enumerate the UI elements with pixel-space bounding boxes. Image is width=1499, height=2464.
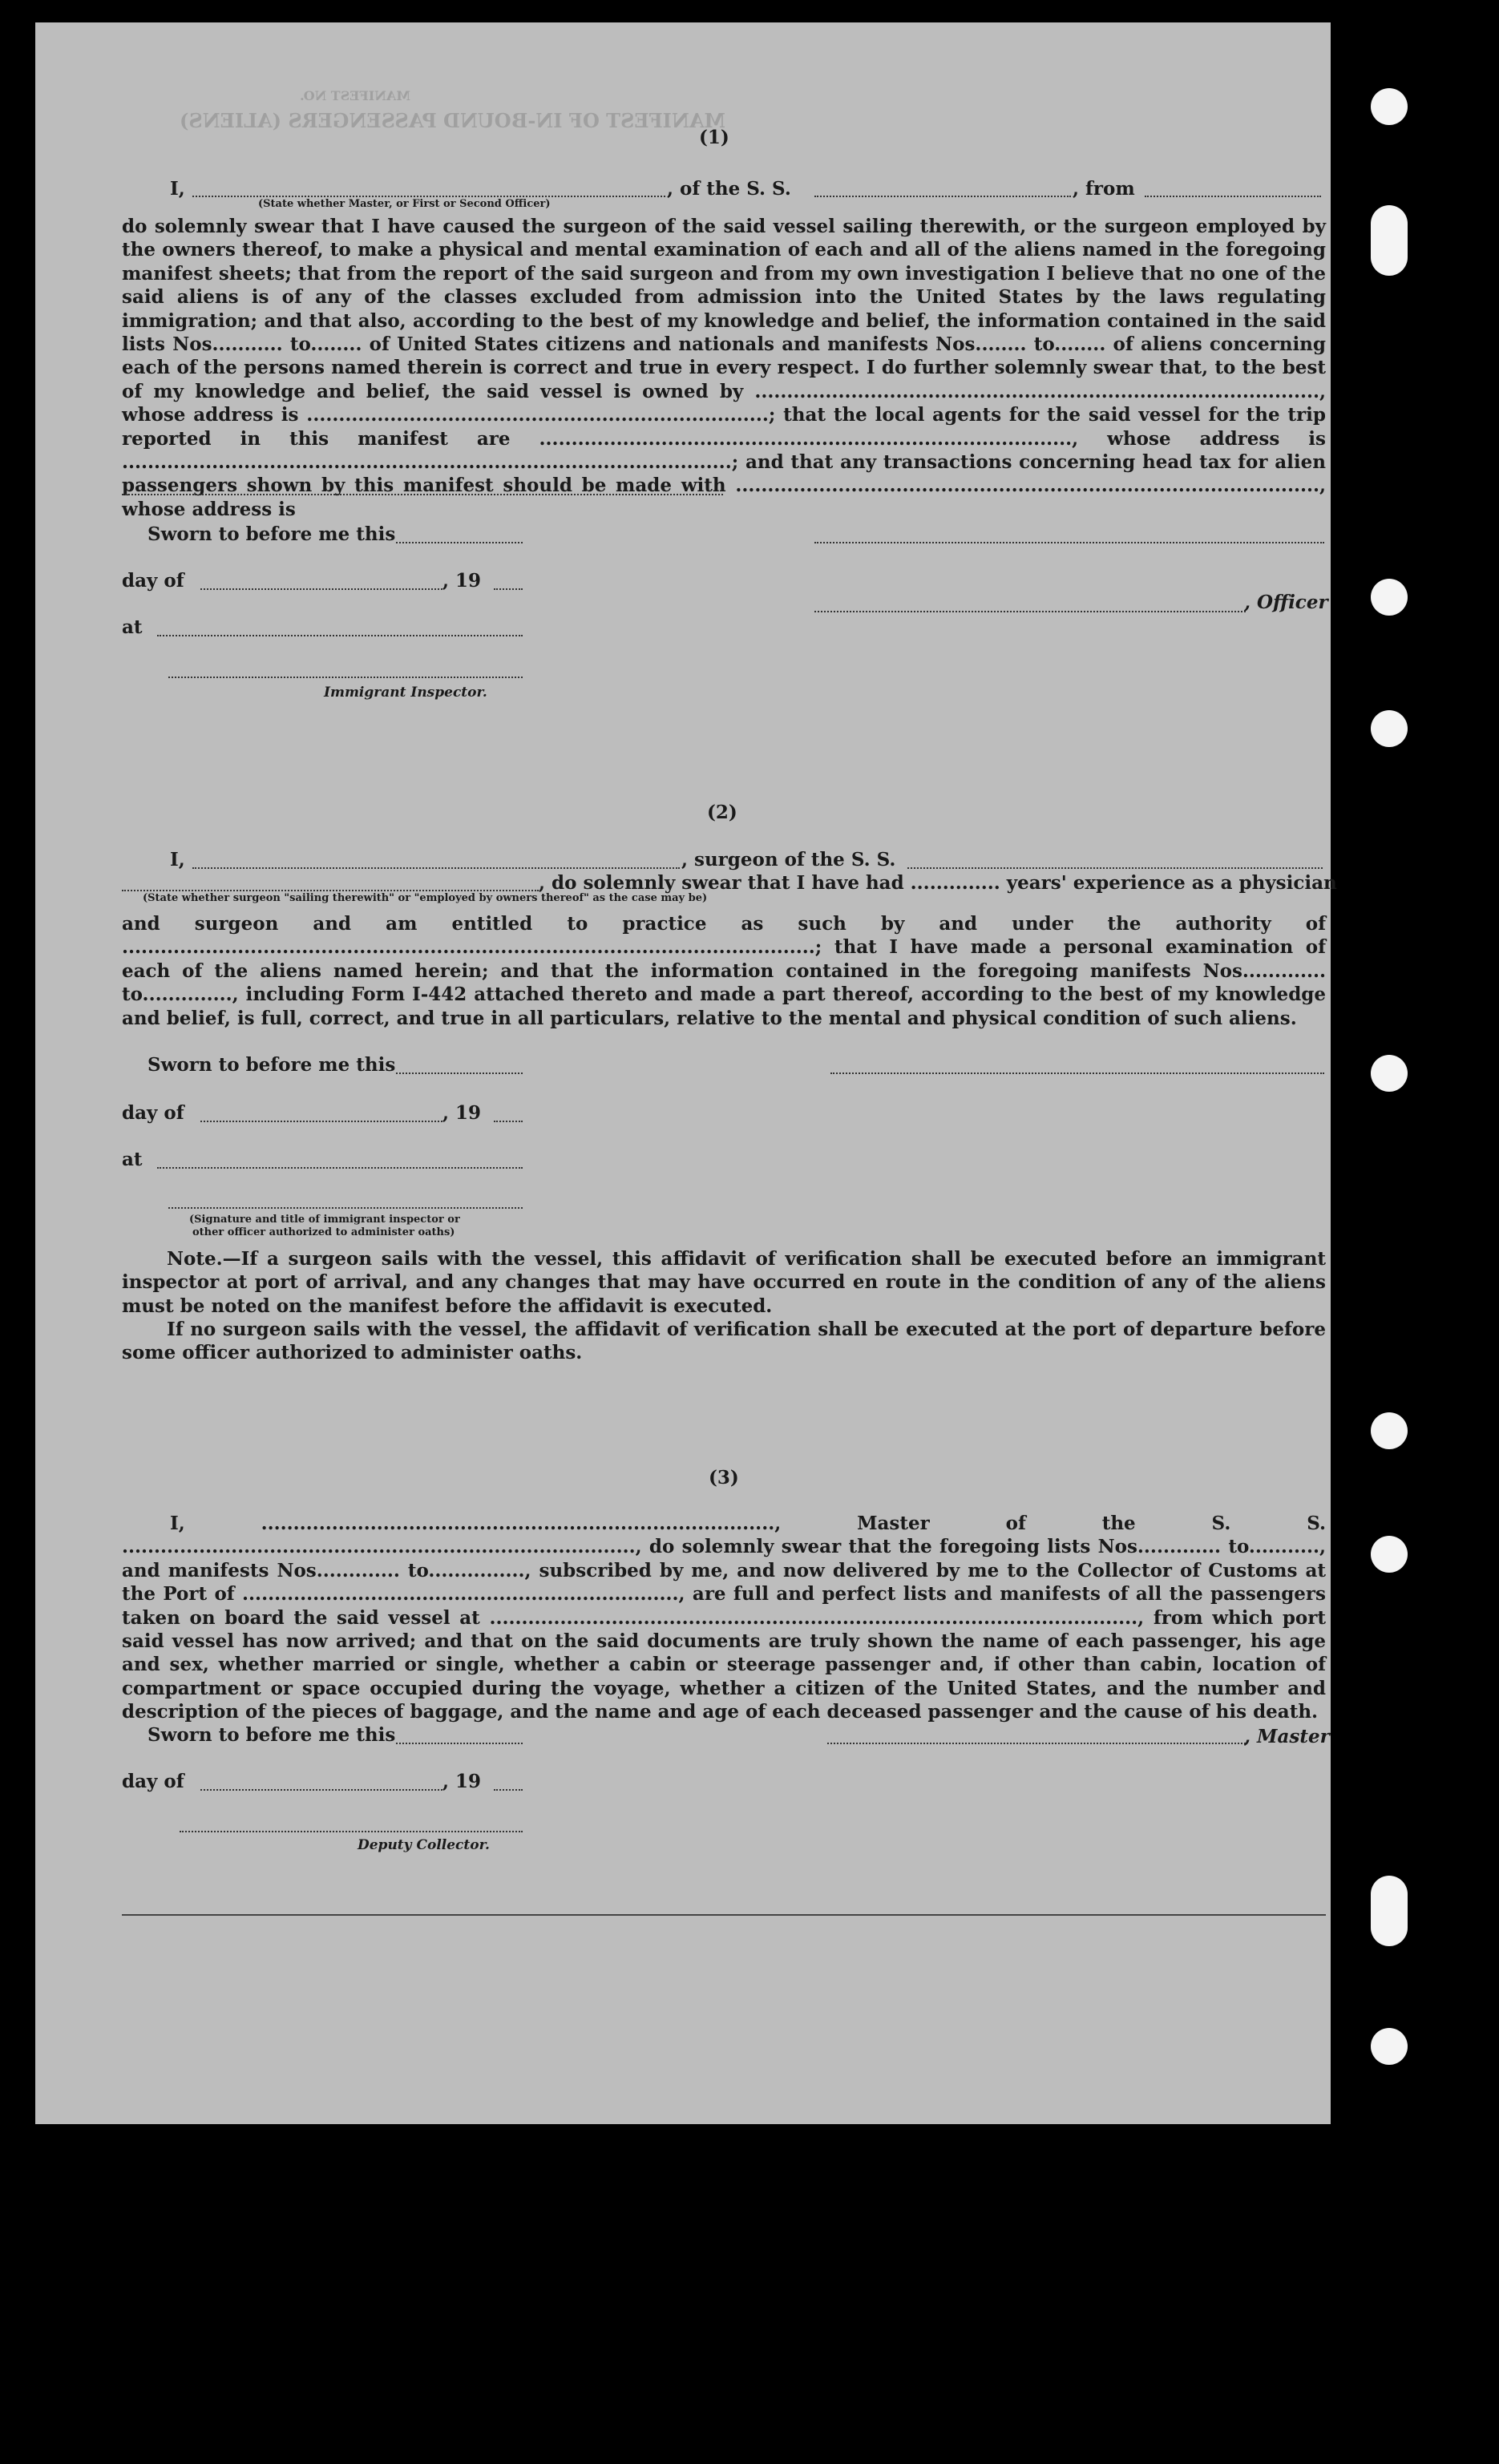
punch-hole: [1371, 2028, 1408, 2065]
oath-intro: I,: [170, 178, 185, 200]
vessel-label: , of the S. S.: [667, 178, 791, 200]
officer-signature-blank: [814, 542, 1324, 543]
sworn-label: Sworn to before me this: [147, 1054, 396, 1076]
address-blank: [122, 494, 723, 495]
sworn-date-blank: [396, 1743, 523, 1744]
oath-intro: I,: [170, 849, 185, 870]
vessel-blank: [814, 196, 1071, 197]
at-blank: [157, 1167, 523, 1169]
oath-body: and surgeon and am entitled to practice as such by and under the authority of ............................................................................................................; that I have made a personal examination of each of the aliens named herein; and that the information contained in the foregoing manifests Nos............. to.............., including Form I-442 attached thereto and made a part thereof, according to the best of my knowledge and belief, is full, correct, and true in all particulars, relative to the mental and physical condition of such aliens.: [122, 913, 1326, 1029]
name-blank: [192, 867, 680, 869]
inspector-label: Immigrant Inspector.: [324, 685, 487, 701]
day-blank: [200, 588, 442, 590]
inspector-signature-blank: [168, 1207, 523, 1209]
punch-hole: [1371, 205, 1408, 276]
oath-body: do solemnly swear that I have caused the surgeon of the said vessel sailing therewith, or the surgeon employed by the owners thereof, to make a physical and mental examination of each and all of the aliens named in the foregoing manifest sheets; that from the report of the said surgeon and from my own investigation I believe that no one of the said aliens is of any of the classes excluded from admission into the United States by the laws regulating immigration; and that also, according to the best of my knowledge and belief, the information contained in the said lists Nos........... to........ of United States citizens and nationals and manifests Nos........ to........ of aliens concerning each of the persons named therein is correct and true in every respect. I do further solemnly swear that, to the best of my knowledge and belief, the said vessel is owned by ........................................................................................, whose address is ........................................................................; that the local agents for the said vessel for the trip reported in this manifest are ..................................................................................., whose address is ...............................................................................................; and that any transactions concerning head tax for alien passengers shown by this manifest should be made with ..........................................................................................., whose address is: [122, 216, 1326, 520]
section-number: (3): [709, 1467, 739, 1488]
oath-body: I, ................................................................................, Master of the S. S. ................................................................................, do solemnly swear that the foregoing lists Nos............. to..........., and manifests Nos............. to..............., subscribed by me, and now delivered by me to the Collector of Customs at the Port of ...................................................................., are full and perfect lists and manifests of all the passengers taken on board the said vessel at ....................................................................................................., from which port said vessel has now arrived; and that on the said documents are truly shown the name of each passenger, his age and sex, whether married or single, whether a cabin or steerage passenger and, if other than cabin, location of compartment or space occupied during the voyage, whether a citizen of the United States, and the number and description of the pieces of baggage, and the name and age of each deceased passenger and the cause of his death.: [122, 1513, 1326, 1723]
sworn-label: Sworn to before me this: [147, 1724, 396, 1746]
collector-signature-blank: [180, 1831, 523, 1832]
punch-hole: [1371, 710, 1408, 747]
master-label: , Master: [1244, 1726, 1330, 1747]
day-of-label: day of: [122, 570, 184, 592]
collector-label: Deputy Collector.: [358, 1837, 490, 1853]
note-paragraph: If no surgeon sails with the vessel, the affidavit of verification shall be executed at the port of departure before some officer authorized to administer oaths.: [122, 1319, 1326, 1364]
day-of-label: day of: [122, 1771, 184, 1792]
surgeon-note: (State whether surgeon "sailing therewith" or "employed by owners thereof" as the case may be): [143, 892, 708, 904]
officer-note: (State whether Master, or First or Second Officer): [258, 198, 551, 210]
day-blank: [200, 1121, 442, 1122]
punch-hole: [1371, 1412, 1408, 1449]
master-signature-blank: [827, 1743, 1246, 1744]
year-label: , 19: [442, 1102, 482, 1124]
punch-hole: [1371, 1536, 1408, 1573]
at-label: at: [122, 1149, 143, 1170]
bleed-through-manifest-no: MANIFEST NO.: [300, 88, 411, 103]
surgeon-signature-blank: [830, 1072, 1324, 1074]
inspector-signature-blank: [168, 677, 523, 678]
experience-line: , do solemnly swear that I have had .............. years' experience as a physician: [539, 872, 1337, 894]
punch-hole: [1371, 579, 1408, 616]
officer-label: , Officer: [1244, 592, 1328, 613]
year-blank: [494, 588, 523, 590]
sworn-date-blank: [396, 1072, 523, 1074]
vessel-blank: [907, 867, 1323, 869]
day-of-label: day of: [122, 1102, 184, 1124]
punch-hole: [1371, 88, 1408, 125]
year-label: , 19: [442, 1771, 482, 1792]
bleed-through-header: MANIFEST OF IN-BOUND PASSENGERS (ALIENS): [180, 109, 726, 132]
punch-hole: [1371, 1055, 1408, 1092]
port-blank: [1145, 196, 1321, 197]
note-paragraph: Note.—If a surgeon sails with the vessel, this affidavit of verification shall be executed before an immigrant inspector at port of arrival, and any changes that may have occurred en route in the condition of any of the aliens must be noted on the manifest before the affidavit is executed.: [122, 1248, 1326, 1317]
officer-title-blank: [814, 611, 1246, 612]
year-blank: [494, 1789, 523, 1791]
section-number: (2): [707, 802, 737, 823]
surgeon-label: , surgeon of the S. S.: [681, 849, 896, 870]
at-blank: [157, 635, 523, 636]
from-label: , from: [1073, 178, 1135, 200]
year-label: , 19: [442, 570, 482, 592]
section-number: (1): [699, 127, 729, 148]
signature-note: (Signature and title of immigrant inspector or: [189, 1214, 460, 1226]
name-blank: [192, 196, 665, 197]
surgeon-name-blank: [122, 890, 539, 891]
bottom-rule: [122, 1914, 1326, 1916]
signature-note: other officer authorized to administer oaths): [192, 1226, 455, 1238]
sworn-date-blank: [396, 542, 523, 543]
at-label: at: [122, 616, 143, 638]
punch-hole: [1371, 1876, 1408, 1946]
sworn-label: Sworn to before me this: [147, 523, 396, 545]
year-blank: [494, 1121, 523, 1122]
day-blank: [200, 1789, 442, 1791]
